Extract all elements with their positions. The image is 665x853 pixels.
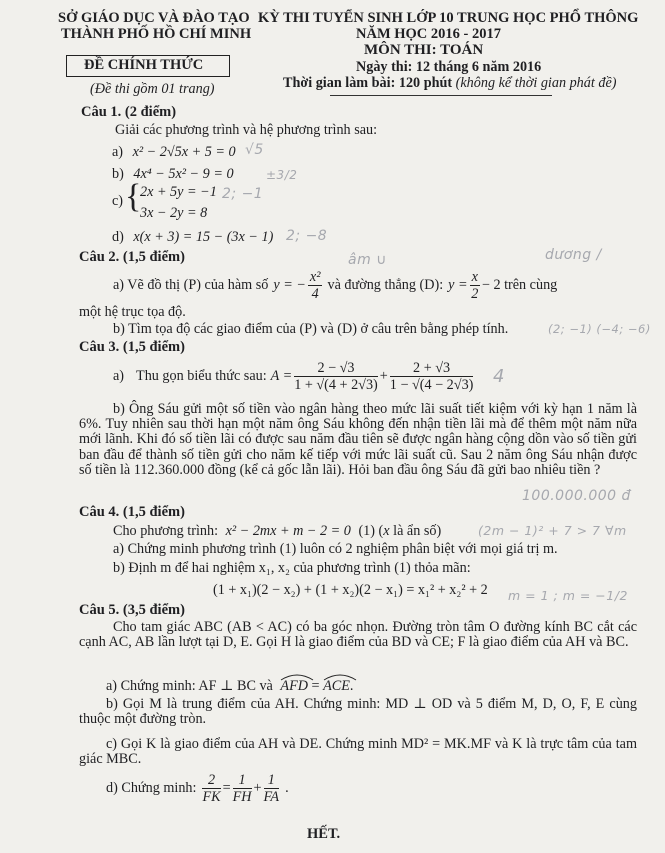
q5d-frac1-num: 2: [202, 772, 220, 789]
q5c-text: c) Gọi K là giao điểm của AH và DE. Chứng minh MD² = MK.MF và K là trực tâm của tam giác MBC.: [79, 736, 637, 768]
q5d-eq: =: [222, 779, 231, 796]
q5a-eq: =: [311, 678, 320, 694]
q3a-frac1: [294, 360, 378, 393]
q2a-line2: một hệ trục tọa độ.: [79, 304, 186, 320]
q1-intro: Giải các phương trình và hệ phương trình sau:: [115, 122, 378, 138]
note-q4a: (2m − 1)² + 7 > 7 ∀m: [478, 523, 627, 538]
q5d-frac1-den: FK: [202, 788, 221, 805]
note-q1a: √5: [245, 142, 264, 158]
school-year: NĂM HỌC 2016 - 2017: [356, 26, 501, 42]
q3a-frac2: [390, 360, 474, 393]
q1-title: Câu 1. (2 điểm): [81, 104, 177, 120]
q5d-plus: +: [253, 779, 262, 796]
q3-title: Câu 3. (1,5 điểm): [79, 339, 185, 355]
dept-line-1: SỞ GIÁO DỤC VÀ ĐÀO TẠO: [58, 10, 250, 26]
q1d-equation: x(x + 3) = 15 − (3x − 1): [133, 229, 274, 245]
note-q1c: 2; −1: [222, 186, 264, 202]
q5-intro: Cho tam giác ABC (AB < AC) có ba góc nhọn. Đường tròn tâm O đường kính BC cắt các cạnh AC, AB lần lượt tại D, E. Gọi H là giao điểm của BD và CE; F là giao điểm của AH và BC.: [79, 619, 637, 651]
q1a-label: a): [112, 144, 124, 160]
q3a-label: a): [113, 367, 125, 384]
q2a-text2: và đường thẳng (D):: [327, 276, 444, 293]
q5-title: Câu 5. (3,5 điểm): [79, 602, 185, 618]
note-q2b: (2; −1) (−4; −6): [548, 322, 651, 336]
q4b-text: b) Định m để hai nghiệm x₁, x₂ của phương trình (1) thỏa mãn:: [113, 560, 471, 576]
q2a-frac1-den: 4: [311, 285, 319, 302]
q4a-text: a) Chứng minh phương trình (1) luôn có 2 nghiệm phân biệt với mọi giá trị m.: [113, 541, 558, 557]
q2a-frac1-num: x²: [309, 268, 321, 285]
q5d-frac3: [264, 772, 280, 805]
dept-line-2: THÀNH PHỐ HỒ CHÍ MINH: [61, 26, 252, 42]
q4-eq-var: x: [383, 523, 390, 539]
official-label: ĐỀ CHÍNH THỨC: [84, 57, 204, 73]
q5a-end: .: [349, 678, 354, 694]
q3a-text: Thu gọn biểu thức sau:: [136, 367, 267, 384]
q5d-end: .: [285, 779, 289, 796]
q3a-frac2-den: 1 − √(4 − 2√3): [389, 376, 474, 393]
q2a-text1: a) Vẽ đồ thị (P) của hàm số: [113, 276, 269, 293]
q5a-text: a) Chứng minh: AF ⊥ BC và: [106, 678, 273, 694]
q2a-frac2-num: x: [471, 268, 478, 285]
q5d-frac1: [202, 772, 220, 805]
q4-intro: Cho phương trình:: [113, 523, 219, 539]
arc-mark-icon: [280, 673, 314, 681]
q5d-frac3-num: 1: [264, 772, 280, 789]
arc-mark-icon: [323, 673, 357, 681]
q4-eq-tag: (1) (: [358, 523, 384, 539]
subject: MÔN THI: TOÁN: [364, 42, 484, 58]
header-rule: [330, 95, 552, 96]
q2a-frac2-den: 2: [471, 285, 479, 302]
q4-equation: x² − 2mx + m − 2 = 0: [225, 523, 351, 539]
q3a-plus: +: [379, 367, 388, 384]
note-q1d: 2; −8: [286, 228, 328, 244]
q3a-frac1-num: 2 − √3: [294, 360, 378, 377]
q5d-frac2-num: 1: [233, 772, 252, 789]
q3a-A: A =: [270, 367, 293, 384]
q2a-tail: − 2 trên cùng: [481, 276, 558, 293]
note-q3b: 100.000.000 đ: [522, 488, 631, 504]
q4-eq-tag2: là ẩn số): [393, 523, 442, 539]
note-q3a: 4: [493, 366, 505, 387]
note-q1b: ±3/2: [266, 168, 298, 182]
q1c-brace: {: [125, 178, 142, 215]
q1b-equation: 4x⁴ − 5x² − 9 = 0: [133, 166, 234, 182]
note-q2-am: âm ∪: [348, 252, 387, 268]
q3a-frac1-den: 1 + √(4 + 2√3): [294, 376, 378, 393]
q2a-y2: y =: [448, 276, 468, 293]
duration-note: (không kể thời gian phát đề): [455, 75, 617, 91]
q1b-label: b): [112, 166, 124, 182]
q5d-text: d) Chứng minh:: [106, 779, 197, 796]
q5d-frac3-den: FA: [263, 788, 280, 805]
q5a-arc1-text: AFD: [280, 678, 308, 694]
q2a-frac1: [308, 269, 323, 302]
q5d-frac2-den: FH: [232, 788, 252, 805]
q2a-y1: y = −: [273, 276, 306, 293]
note-q2-duong: dương /: [545, 247, 602, 263]
end-mark: HẾT.: [307, 826, 341, 842]
q2a-frac2: [470, 269, 480, 302]
q1c-eq1: 2x + 5y = −1: [140, 184, 217, 200]
pages-note: (Đề thi gồm 01 trang): [90, 81, 215, 97]
q3b-text: b) Ông Sáu gửi một số tiền vào ngân hàng theo mức lãi suất tiết kiệm với kỳ hạn 1 năm là 6%. Tuy nhiên sau thời hạn một năm ông Sáu không đến nhận tiền lãi mà để thêm một năm nữa mới lãnh. Khi đó số tiền lãi có được sau năm đầu tiên sẽ được ngân hàng cộng dồn vào số tiền gửi ban đầu để thành số tiền gửi cho năm kế tiếp với mức lãi suất cũ. Sau 2 năm ông Sáu nhận được số tiền là 112.360.000 đồng (kể cả gốc lẫn lãi). Hỏi ban đầu ông Sáu đã gửi bao nhiêu tiền ?: [79, 401, 637, 478]
q1d-label: d): [112, 229, 124, 245]
q2-title: Câu 2. (1,5 điểm): [79, 249, 185, 265]
exam-title: KỲ THI TUYỂN SINH LỚP 10 TRUNG HỌC PHỔ THÔNG: [258, 10, 639, 26]
q5d-frac2: [233, 772, 252, 805]
duration: Thời gian làm bài: 120 phút: [283, 75, 453, 91]
q5a-arc2: [323, 678, 350, 695]
q3a-frac2-num: 2 + √3: [390, 360, 474, 377]
q1c-eq2: 3x − 2y = 8: [140, 205, 208, 221]
q5a-arc2-text: ACE: [323, 678, 350, 694]
exam-date: Ngày thi: 12 tháng 6 năm 2016: [356, 59, 542, 75]
q1a-equation: x² − 2√5x + 5 = 0: [132, 144, 236, 160]
q4b-equation: (1 + x₁)(2 − x₂) + (1 + x₂)(2 − x₁) = x₁² + x₂² + 2: [213, 582, 488, 598]
q2b-text: b) Tìm tọa độ các giao điểm của (P) và (D) ở câu trên bằng phép tính.: [113, 321, 509, 337]
q1c-label: c): [112, 193, 124, 209]
q5b-text: b) Gọi M là trung điểm của AH. Chứng minh: MD ⊥ OD và 5 điểm M, D, O, F, E cùng thuộc một đường tròn.: [79, 696, 637, 728]
q4-title: Câu 4. (1,5 điểm): [79, 504, 185, 520]
q5a-arc1: [280, 678, 308, 695]
note-q4b: m = 1 ; m = −1/2: [508, 588, 628, 603]
